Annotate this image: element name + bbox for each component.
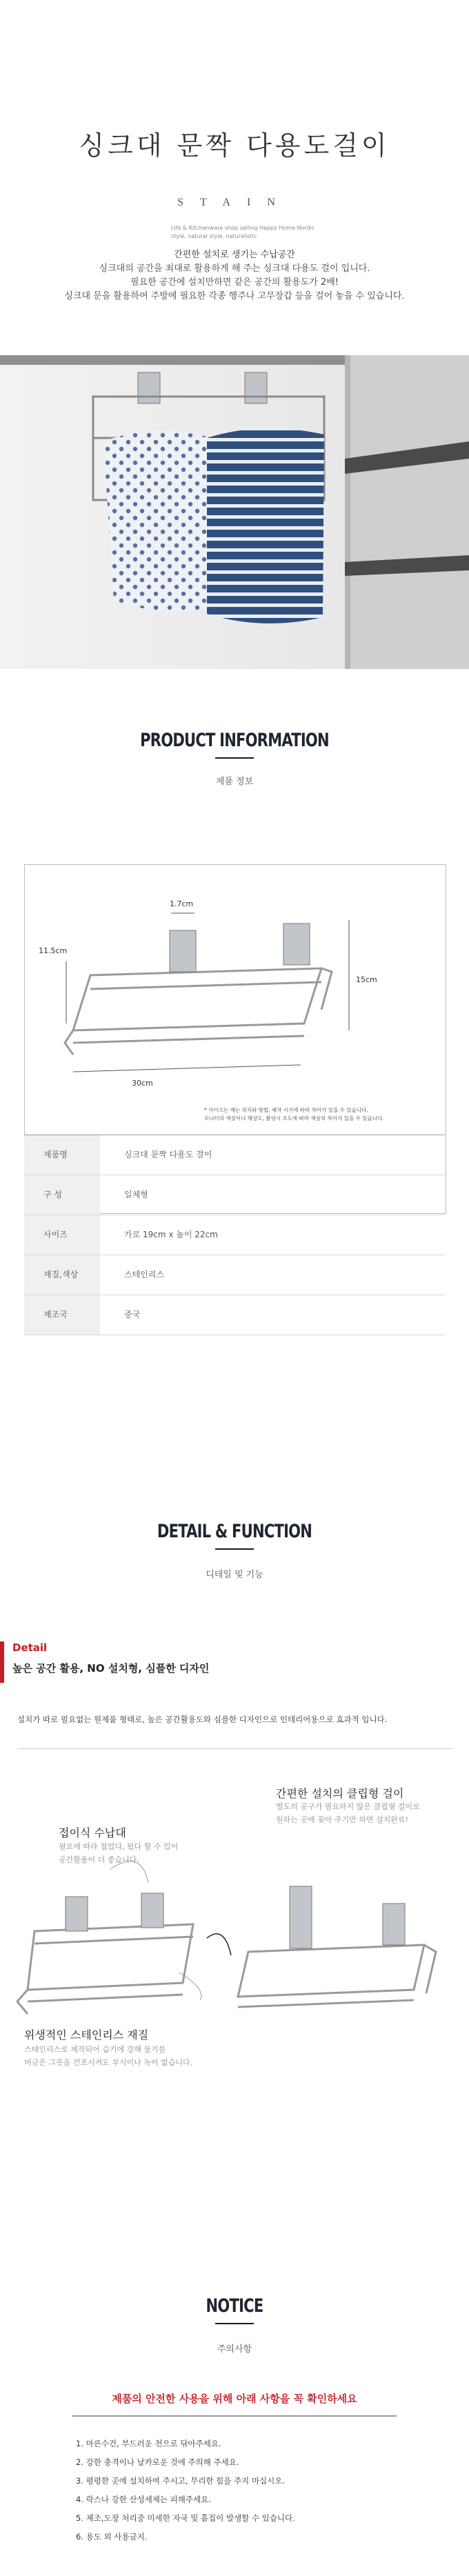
notice-item: 6. 용도 외 사용금지. xyxy=(76,2532,148,2542)
table-value: 중국 xyxy=(124,1310,141,1319)
feature-desc-line: 머금은 그릇을 건조시켜도 부식이나 녹이 없습니다. xyxy=(24,2058,193,2067)
detail-title: 높은 공간 활용, NO 설치형, 심플한 디자인 xyxy=(12,1662,210,1675)
heading-underline xyxy=(215,1548,254,1550)
table-row xyxy=(24,1175,445,1215)
product-photo-towels xyxy=(0,355,469,669)
feature-illustration xyxy=(0,1821,469,2124)
height-label: 15cm xyxy=(356,975,377,984)
size-note-line: * 사이즈는 재는 위치와 방법, 제작 시기에 따라 차이가 있을 수 있습니다. xyxy=(204,1107,368,1113)
table-key: 구 성 xyxy=(24,1175,100,1215)
notice-item: 4. 락스나 강한 산성세제는 피해주세요. xyxy=(76,2495,211,2504)
notice-item: 2. 강한 충격이나 날카로운 것에 주의해 주세요. xyxy=(76,2457,239,2467)
heading-underline xyxy=(215,2323,254,2324)
table-key: 제품명 xyxy=(24,1135,100,1175)
page-title: 싱크대 문짝 다용도걸이 xyxy=(79,130,390,161)
intro-line: 싱크대 문을 활용하여 주방에 필요한 각종 행주나 고무장갑 등을 걸어 놓을 수 있습니다. xyxy=(64,291,405,301)
notice-heading: NOTICE xyxy=(206,2295,263,2317)
table-row xyxy=(24,1295,445,1335)
feature-desc-line: 별도의 공구가 필요하지 않은 클립형 걸이로 xyxy=(276,1802,420,1811)
table-row xyxy=(24,1255,445,1295)
table-value: 일체형 xyxy=(124,1190,148,1199)
feature-desc-line: 공간활용이 더 좋습니다. xyxy=(59,1855,139,1864)
size-note-line: 모니터의 색상이나 해상도, 촬영시 조도에 따라 색상의 차이가 있을 수 있습니다. xyxy=(204,1115,384,1121)
divider xyxy=(72,2415,397,2417)
intro-line: 간편한 설치로 생기는 수납공간 xyxy=(174,250,295,260)
intro-line: 싱크대의 공간을 최대로 활용하게 해 주는 싱크대 다용도 걸이 입니다. xyxy=(99,263,370,274)
table-row xyxy=(24,1215,445,1255)
intro-line: 필요한 공간에 설치만하면 같은 공간의 활용도가 2배! xyxy=(130,277,339,288)
notice-item: 5. 제조,도장 처리중 미세한 자국 및 흠집이 발생할 수 있습니다. xyxy=(76,2513,295,2523)
detail-subheading: 디테일 및 기능 xyxy=(206,1570,263,1580)
table-key: 재질,색상 xyxy=(24,1255,100,1295)
feature-desc xyxy=(24,2043,192,2069)
table-row xyxy=(24,1135,445,1175)
notice-emphasis: 제품의 안전한 사용을 위해 아래 사항을 꼭 확인하세요 xyxy=(112,2393,357,2405)
detail-accent-bar xyxy=(0,1641,4,1683)
width-label: 30cm xyxy=(132,1079,153,1088)
detail-heading: DETAIL & FUNCTION xyxy=(157,1521,312,1542)
heading-underline xyxy=(215,757,254,759)
table-value: 스테인리스 xyxy=(124,1270,164,1279)
table-key: 제조국 xyxy=(24,1295,100,1335)
brand-tagline: Life & Kitchenware shop selling Happy Home Nordic style, natural style, naturalistic xyxy=(171,225,315,239)
feature-desc-line: 스테인리스로 제작되어 습기에 강해 물기를 xyxy=(24,2045,166,2054)
notice-subheading: 주의사항 xyxy=(217,2344,252,2355)
size-note xyxy=(204,1106,442,1123)
feature-desc-line: 필요에 따라 접었다, 펐다 할 수 있어 xyxy=(59,1842,179,1851)
divider xyxy=(17,1748,452,1749)
feature-desc xyxy=(59,1840,178,1866)
feature-title: 간편한 설치의 클립형 걸이 xyxy=(276,1787,404,1800)
feature-title: 위생적인 스테인리스 재질 xyxy=(24,2028,149,2041)
notice-item: 1. 마른수건, 부드러운 천으로 닦아주세요. xyxy=(76,2439,221,2448)
feature-desc xyxy=(276,1800,420,1826)
spec-table xyxy=(24,1135,445,1335)
depth-label: 11.5cm xyxy=(39,946,68,955)
thickness-label: 1.7cm xyxy=(170,899,194,908)
table-value: 가로 19cm x 높이 22cm xyxy=(124,1230,218,1239)
brand-subtitle: STAIN xyxy=(177,197,292,208)
table-key: 사이즈 xyxy=(24,1215,100,1255)
product-info-subheading: 제품 정보 xyxy=(215,777,254,787)
feature-title: 접이식 수납대 xyxy=(59,1826,126,1839)
product-info-heading: PRODUCT INFORMATION xyxy=(140,730,329,751)
detail-description: 설치가 따로 필요없는 원제품 형태로, 높은 공간활용도와 심플한 디자인으로 인테리어용으로 효과적 입니다. xyxy=(17,1715,388,1724)
notice-item: 3. 평평한 곳에 설치하여 주시고, 무리한 힘을 주지 마십시오. xyxy=(76,2476,286,2486)
detail-label: Detail xyxy=(12,1641,48,1654)
feature-desc-line: 원하는 곳에 꽂아 주기만 하면 설치완료! xyxy=(276,1815,408,1824)
table-value: 싱크대 문짝 다용도 걸이 xyxy=(124,1150,212,1159)
